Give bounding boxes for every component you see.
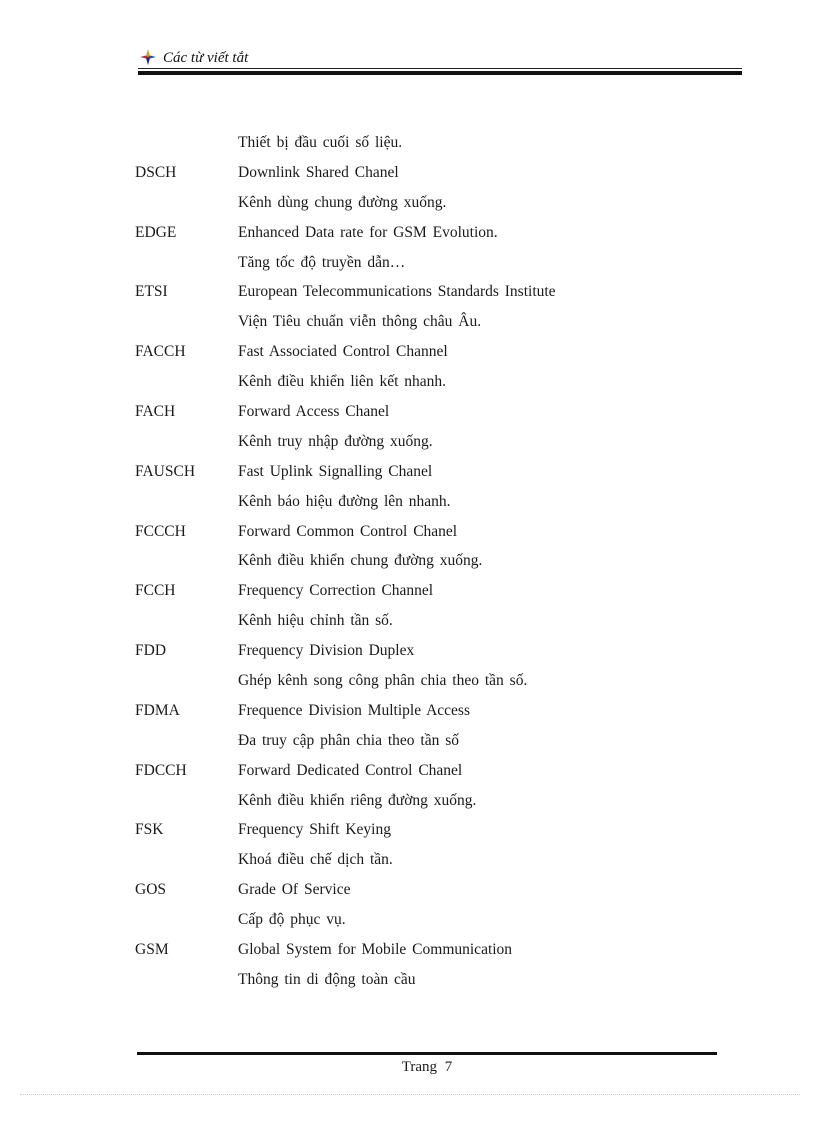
expansion-text: Fast Associated Control Channel (238, 343, 448, 361)
translation-text: Kênh điều khiển chung đường xuống. (238, 552, 483, 570)
list-item (135, 457, 695, 487)
list-item (135, 218, 695, 248)
list-item (135, 517, 695, 547)
translation-text: Tăng tốc độ truyền dẫn… (238, 253, 406, 271)
abbreviation: FCCCH (135, 522, 186, 540)
expansion-text: Fast Uplink Signalling Chanel (238, 462, 433, 480)
expansion-text: European Telecommunications Standards Institute (238, 283, 556, 301)
translation-text: Kênh truy nhập đường xuống. (238, 432, 433, 450)
page-number: Trang 7 (401, 1059, 453, 1075)
translation-text: Kênh dùng chung đường xuống. (238, 193, 447, 211)
translation-text: Ghép kênh song công phân chia theo tần số. (238, 671, 528, 689)
translation-text: Cấp độ phục vụ. (238, 911, 346, 929)
list-item (135, 128, 695, 158)
translation-text: Kênh hiệu chỉnh tần số. (238, 612, 393, 630)
expansion-text: Forward Access Chanel (238, 402, 390, 420)
abbreviation: FACH (135, 402, 176, 420)
list-item (135, 965, 695, 995)
translation-text: Thông tin di động toàn cầu (238, 970, 416, 988)
translation-text: Đa truy cập phân chia theo tần số (238, 731, 460, 749)
expansion-text: Enhanced Data rate for GSM Evolution. (238, 223, 498, 241)
list-item (135, 248, 695, 278)
translation-text: Khoá điều chế dịch tần. (238, 851, 393, 869)
list-item (135, 905, 695, 935)
list-item (135, 666, 695, 696)
translation-text: Kênh điều khiển riêng đường xuống. (238, 791, 477, 809)
list-item (135, 487, 695, 517)
list-item (135, 337, 695, 367)
abbreviation: GOS (135, 881, 167, 899)
expansion-text: Forward Common Control Chanel (238, 522, 458, 540)
list-item (135, 158, 695, 188)
abbreviation: FSK (135, 821, 164, 839)
abbreviation: DSCH (135, 163, 177, 181)
abbreviation: FDMA (135, 701, 180, 719)
list-item (135, 188, 695, 218)
footer-rule (137, 1052, 717, 1055)
abbreviation: FCCH (135, 582, 176, 600)
list-item (135, 367, 695, 397)
abbreviation: GSM (135, 940, 169, 958)
list-item (135, 277, 695, 307)
list-item (135, 307, 695, 337)
list-item (135, 756, 695, 786)
expansion-text: Forward Dedicated Control Chanel (238, 761, 463, 779)
list-item (135, 726, 695, 756)
list-item (135, 815, 695, 845)
translation-text: Thiết bị đầu cuối số liệu. (238, 133, 403, 151)
list-item (135, 786, 695, 816)
list-item (135, 935, 695, 965)
diamond-bullet-icon (140, 49, 156, 65)
list-item (135, 636, 695, 666)
expansion-text: Frequence Division Multiple Access (238, 701, 470, 719)
abbreviation: FDD (135, 642, 167, 660)
list-item (135, 397, 695, 427)
expansion-text: Frequency Correction Channel (238, 582, 434, 600)
header-rule (138, 68, 742, 76)
list-item (135, 427, 695, 457)
list-item (135, 576, 695, 606)
abbreviation: FDCCH (135, 761, 187, 779)
list-item (135, 875, 695, 905)
page-header (138, 46, 742, 76)
abbreviation: ETSI (135, 283, 168, 301)
expansion-text: Global System for Mobile Communication (238, 940, 513, 958)
page-border (20, 1094, 800, 1095)
abbreviation: FAUSCH (135, 462, 196, 480)
expansion-text: Grade Of Service (238, 881, 351, 899)
abbreviation: EDGE (135, 223, 177, 241)
list-item (135, 546, 695, 576)
list-item (135, 696, 695, 726)
expansion-text: Frequency Division Duplex (238, 642, 415, 660)
expansion-text: Frequency Shift Keying (238, 821, 391, 839)
translation-text: Kênh điều khiển liên kết nhanh. (238, 373, 447, 391)
translation-text: Kênh báo hiệu đường lên nhanh. (238, 492, 451, 510)
translation-text: Viện Tiêu chuẩn viễn thông châu Âu. (238, 313, 482, 331)
expansion-text: Downlink Shared Chanel (238, 163, 399, 181)
abbreviation: FACCH (135, 343, 186, 361)
list-item (135, 845, 695, 875)
abbreviation-list (135, 128, 695, 995)
header-title: Các từ viết tắt (163, 50, 249, 66)
list-item (135, 606, 695, 636)
